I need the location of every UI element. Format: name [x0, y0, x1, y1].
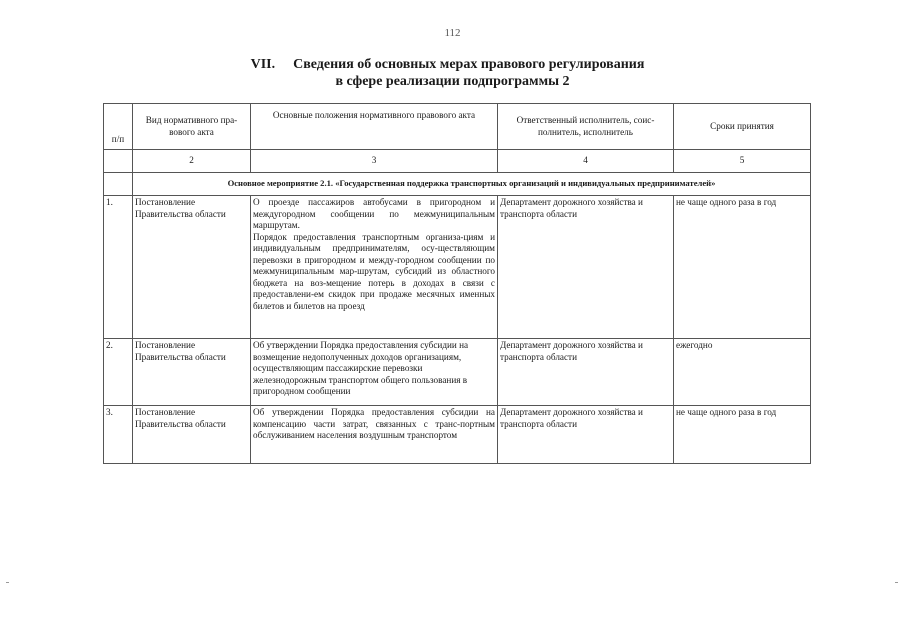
section-row-blank	[104, 173, 133, 196]
section-title	[0, 56, 905, 90]
column-number-cell: 3	[251, 150, 498, 173]
crop-mark	[6, 582, 9, 583]
column-number-cell: 2	[133, 150, 251, 173]
header-cell-term: Сроки принятия	[674, 104, 811, 150]
row-term: не чаще одного раза в год	[674, 406, 811, 464]
column-number-cell: 4	[498, 150, 674, 173]
section-row	[104, 173, 811, 196]
row-act-type: Постановление Правительства области	[133, 339, 251, 406]
row-number: 3.	[104, 406, 133, 464]
row-executor: Департамент дорожного хозяйства и транспорта области	[498, 339, 674, 406]
column-number-cell	[104, 150, 133, 173]
row-number: 2.	[104, 339, 133, 406]
row-executor: Департамент дорожного хозяйства и транспорта области	[498, 406, 674, 464]
crop-mark	[895, 582, 898, 583]
row-term: не чаще одного раза в год	[674, 196, 811, 339]
table-row	[104, 406, 811, 464]
table-row	[104, 196, 811, 339]
header-cell-act-type: Вид нормативного пра-вового акта	[133, 104, 251, 150]
table-row	[104, 339, 811, 406]
row-executor: Департамент дорожного хозяйства и транспорта области	[498, 196, 674, 339]
section-heading: Основное мероприятие 2.1. «Государственная поддержка транспортных организаций и индивидуальных предпринимателей»	[133, 173, 811, 196]
row-act-type: Постановление Правительства области	[133, 406, 251, 464]
page-number: 112	[444, 27, 461, 39]
row-act-type: Постановление Правительства области	[133, 196, 251, 339]
row-provisions: Об утверждении Порядка предоставления субсидии на компенсацию части затрат, связанных с транс-портным обслуживанием населения воздушным транспортом	[251, 406, 498, 464]
row-term: ежегодно	[674, 339, 811, 406]
row-number: 1.	[104, 196, 133, 339]
title-line-2: в сфере реализации подпрограммы 2	[335, 74, 570, 89]
header-cell-number: п/п	[104, 104, 133, 150]
title-line-1: Сведения об основных мерах правового регулирования	[293, 57, 645, 72]
section-numeral: VII.	[250, 57, 276, 72]
row-provisions: Об утверждении Порядка предоставления субсидии на возмещение недополученных доходов организациям, осуществляющим пассажирские перевозки железнодорожным транспортом общего пользования в пригородном сообщении	[251, 339, 498, 406]
header-cell-executor: Ответственный исполнитель, соис-полнитель, исполнитель	[498, 104, 674, 150]
column-number-cell: 5	[674, 150, 811, 173]
table-header-row	[104, 104, 811, 150]
regulation-table	[103, 103, 811, 464]
row-provisions: О проезде пассажиров автобусами в пригородном и междугородном сообщении по межмуниципальным маршрутам. Порядок предоставления транспортным организа-циям и индивидуальным предпринимателям, осу-ществляющим перевозки в пригородном и между-городном сообщении по межмуниципальным мар-шрутам, субсидий из областного бюджета на воз-мещение потерь в доходах в связи с предоставлени-ем скидок при продаже месячных именных билетов и билетов на проезд	[251, 196, 498, 339]
header-cell-provisions: Основные положения нормативного правового акта	[251, 104, 498, 150]
column-number-row	[104, 150, 811, 173]
